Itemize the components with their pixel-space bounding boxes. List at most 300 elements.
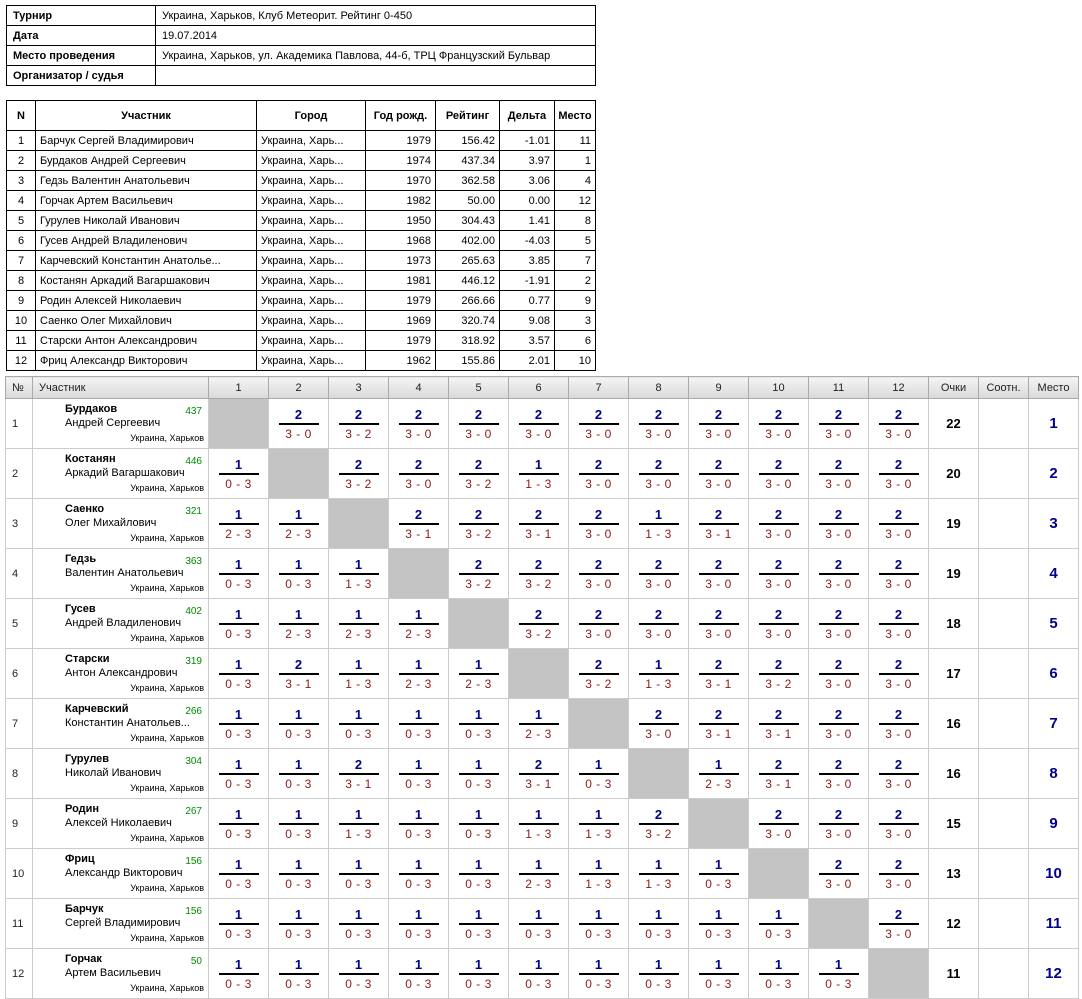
match-result [809, 949, 868, 998]
match-cell [509, 499, 569, 549]
participant-rating: 402.00 [436, 231, 500, 251]
match-result [689, 849, 748, 898]
total-points: 19 [929, 499, 979, 549]
match-result [449, 499, 508, 548]
match-cell [329, 749, 389, 799]
match-score: 0 - 3 [465, 876, 492, 891]
match-score: 3 - 0 [825, 626, 852, 641]
match-points: 2 [834, 556, 843, 572]
match-result [809, 399, 868, 448]
match-cell [329, 449, 389, 499]
participant-rating: 362.58 [436, 171, 500, 191]
match-points: 2 [594, 456, 603, 472]
match-points: 1 [714, 956, 723, 972]
result-divider [219, 673, 259, 675]
participant-delta: 0.00 [500, 191, 555, 211]
match-score: 3 - 0 [885, 826, 912, 841]
match-points: 2 [894, 556, 903, 572]
participant-city: Украина, Харь... [257, 151, 366, 171]
match-cell [809, 399, 869, 449]
match-score: 3 - 0 [705, 476, 732, 491]
participant-city: Украина, Харь... [257, 191, 366, 211]
match-result [449, 899, 508, 948]
participant-place: 2 [555, 271, 596, 291]
info-row [7, 26, 596, 46]
match-cell [809, 799, 869, 849]
player-rating: 319 [185, 656, 202, 667]
match-cell [269, 649, 329, 699]
participant-city: Украина, Харь... [257, 231, 366, 251]
match-result [209, 899, 268, 948]
player-rating: 363 [185, 556, 202, 567]
match-score: 3 - 0 [885, 576, 912, 591]
match-result [749, 499, 808, 548]
match-result [329, 549, 388, 598]
match-score: 3 - 0 [585, 476, 612, 491]
match-cell [569, 949, 629, 999]
match-cell [389, 599, 449, 649]
crosstable-row [6, 899, 1079, 949]
match-cell [329, 699, 389, 749]
result-divider [279, 623, 319, 625]
match-cell [869, 649, 929, 699]
match-result [209, 599, 268, 648]
participant-delta: -4.03 [500, 231, 555, 251]
match-points: 1 [474, 806, 483, 822]
result-divider [759, 423, 799, 425]
match-result [869, 499, 928, 548]
player-surname: Карчевский [65, 703, 129, 715]
participant-rating: 446.12 [436, 271, 500, 291]
match-result [209, 749, 268, 798]
crosstable-row [6, 649, 1079, 699]
match-points: 1 [714, 906, 723, 922]
match-points: 1 [234, 506, 243, 522]
player-cell [33, 499, 209, 549]
match-score: 3 - 0 [885, 676, 912, 691]
result-divider [759, 773, 799, 775]
match-points: 2 [534, 406, 543, 422]
match-points: 2 [894, 856, 903, 872]
diagonal-cell [569, 699, 629, 749]
result-divider [879, 773, 919, 775]
result-divider [339, 473, 379, 475]
result-divider [759, 623, 799, 625]
match-result [329, 699, 388, 748]
match-points: 1 [834, 956, 843, 972]
match-cell [209, 599, 269, 649]
match-result [329, 799, 388, 848]
match-cell [689, 899, 749, 949]
match-points: 2 [654, 556, 663, 572]
match-points: 2 [834, 606, 843, 622]
player-rating: 402 [185, 606, 202, 617]
match-score: 0 - 3 [285, 776, 312, 791]
result-divider [279, 523, 319, 525]
player-first-name: Валентин Анатольевич [65, 567, 184, 579]
total-points: 17 [929, 649, 979, 699]
match-score: 1 - 3 [525, 476, 552, 491]
match-result [449, 849, 508, 898]
match-result [809, 699, 868, 748]
player-first-name: Антон Александрович [65, 667, 178, 679]
player-city: Украина, Харьков [130, 783, 204, 793]
participant-delta: 3.85 [500, 251, 555, 271]
row-number: 12 [6, 949, 33, 999]
player-surname: Костанян [65, 453, 116, 465]
match-points: 1 [294, 806, 303, 822]
match-score: 0 - 3 [465, 926, 492, 941]
result-divider [519, 473, 559, 475]
result-divider [459, 773, 499, 775]
match-cell [869, 499, 929, 549]
match-score: 2 - 3 [345, 626, 372, 641]
match-score: 3 - 0 [645, 726, 672, 741]
match-points: 1 [654, 656, 663, 672]
match-result [749, 749, 808, 798]
match-score: 3 - 0 [885, 426, 912, 441]
match-result [389, 899, 448, 948]
crosstable-header-row [6, 377, 1079, 399]
match-points: 1 [414, 656, 423, 672]
participant-birth-year: 1974 [366, 151, 436, 171]
player-rating: 437 [185, 406, 202, 417]
match-result [569, 849, 628, 898]
participant-number: 5 [7, 211, 36, 231]
match-score: 3 - 1 [705, 726, 732, 741]
result-divider [519, 923, 559, 925]
match-points: 2 [594, 506, 603, 522]
match-result [629, 449, 688, 498]
match-result [689, 449, 748, 498]
match-result [269, 699, 328, 748]
ratio-cell [979, 399, 1029, 449]
crosstable-row [6, 699, 1079, 749]
result-divider [399, 623, 439, 625]
match-points: 2 [594, 606, 603, 622]
player-city: Украина, Харьков [130, 433, 204, 443]
match-result [569, 499, 628, 548]
ratio-cell [979, 899, 1029, 949]
result-divider [879, 623, 919, 625]
match-points: 1 [294, 606, 303, 622]
header-opponent-column: 7 [569, 377, 629, 399]
match-score: 3 - 0 [765, 626, 792, 641]
participant-city: Украина, Харь... [257, 251, 366, 271]
match-cell [809, 699, 869, 749]
match-score: 1 - 3 [585, 876, 612, 891]
header-opponent-column: 8 [629, 377, 689, 399]
result-divider [819, 973, 859, 975]
player-cell [33, 799, 209, 849]
match-score: 3 - 0 [585, 576, 612, 591]
match-points: 1 [354, 706, 363, 722]
match-score: 1 - 3 [345, 826, 372, 841]
match-result [329, 749, 388, 798]
row-number: 5 [6, 599, 33, 649]
participant-rating: 155.86 [436, 351, 500, 371]
participant-place: 3 [555, 311, 596, 331]
participant-number: 11 [7, 331, 36, 351]
header-opponent-column: 12 [869, 377, 929, 399]
participant-row [7, 151, 596, 171]
match-points: 2 [714, 406, 723, 422]
result-divider [339, 873, 379, 875]
participants-column-header: Город [257, 101, 366, 131]
row-number: 2 [6, 449, 33, 499]
match-cell [629, 899, 689, 949]
participant-birth-year: 1981 [366, 271, 436, 291]
match-result [569, 649, 628, 698]
match-score: 3 - 0 [525, 426, 552, 441]
participant-delta: 2.01 [500, 351, 555, 371]
result-divider [339, 923, 379, 925]
match-result [269, 949, 328, 998]
diagonal-cell [329, 499, 389, 549]
participant-place: 10 [555, 351, 596, 371]
result-divider [219, 773, 259, 775]
result-divider [219, 873, 259, 875]
header-opponent-column: 6 [509, 377, 569, 399]
match-score: 0 - 3 [645, 976, 672, 991]
info-key: Организатор / судья [7, 66, 156, 86]
result-divider [279, 973, 319, 975]
result-divider [699, 473, 739, 475]
participant-place: 5 [555, 231, 596, 251]
match-score: 3 - 2 [345, 426, 372, 441]
match-points: 2 [594, 656, 603, 672]
participant-place: 9 [555, 291, 596, 311]
participant-number: 6 [7, 231, 36, 251]
match-points: 1 [594, 856, 603, 872]
participant-rating: 437.34 [436, 151, 500, 171]
match-score: 3 - 1 [345, 776, 372, 791]
match-result [689, 549, 748, 598]
result-divider [699, 623, 739, 625]
match-score: 0 - 3 [225, 976, 252, 991]
match-cell [569, 599, 629, 649]
participant-birth-year: 1969 [366, 311, 436, 331]
match-points: 2 [654, 606, 663, 622]
match-result [509, 499, 568, 548]
participant-place: 1 [555, 151, 596, 171]
result-divider [519, 823, 559, 825]
match-cell [809, 599, 869, 649]
match-cell [629, 849, 689, 899]
result-divider [759, 523, 799, 525]
match-result [269, 399, 328, 448]
match-result [629, 649, 688, 698]
match-score: 0 - 3 [225, 476, 252, 491]
match-cell [869, 599, 929, 649]
result-divider [819, 873, 859, 875]
row-number: 10 [6, 849, 33, 899]
player-cell [33, 699, 209, 749]
match-score: 3 - 0 [705, 626, 732, 641]
crosstable-row [6, 449, 1079, 499]
participant-number: 9 [7, 291, 36, 311]
result-divider [339, 823, 379, 825]
total-points: 20 [929, 449, 979, 499]
result-divider [639, 423, 679, 425]
player-rating: 50 [190, 956, 202, 967]
match-points: 2 [654, 706, 663, 722]
result-divider [219, 473, 259, 475]
match-score: 0 - 3 [345, 726, 372, 741]
participant-number: 1 [7, 131, 36, 151]
match-cell [389, 649, 449, 699]
match-result [509, 849, 568, 898]
result-divider [819, 573, 859, 575]
participant-birth-year: 1970 [366, 171, 436, 191]
participant-delta: 9.08 [500, 311, 555, 331]
final-place: 9 [1029, 799, 1079, 849]
match-cell [389, 899, 449, 949]
result-divider [699, 523, 739, 525]
match-score: 3 - 0 [465, 426, 492, 441]
match-result [509, 699, 568, 748]
header-points: Очки [929, 377, 979, 399]
player-surname: Саенко [65, 503, 105, 515]
match-result [809, 449, 868, 498]
match-cell [389, 499, 449, 549]
match-result [689, 899, 748, 948]
participant-rating: 320.74 [436, 311, 500, 331]
match-result [389, 699, 448, 748]
player-city: Украина, Харьков [130, 683, 204, 693]
match-score: 2 - 3 [225, 526, 252, 541]
match-cell [209, 499, 269, 549]
match-score: 0 - 3 [345, 926, 372, 941]
match-score: 3 - 0 [765, 526, 792, 541]
match-score: 0 - 3 [465, 726, 492, 741]
result-divider [639, 723, 679, 725]
result-divider [699, 673, 739, 675]
row-number: 6 [6, 649, 33, 699]
match-result [629, 499, 688, 548]
match-points: 1 [294, 706, 303, 722]
match-score: 3 - 0 [885, 526, 912, 541]
total-points: 15 [929, 799, 979, 849]
match-cell [209, 749, 269, 799]
match-result [449, 399, 508, 448]
match-result [749, 899, 808, 948]
participant-number: 3 [7, 171, 36, 191]
participant-name: Фриц Александр Викторович [36, 351, 257, 371]
match-cell [749, 549, 809, 599]
tournament-info-table [6, 5, 596, 86]
match-score: 3 - 1 [765, 776, 792, 791]
match-points: 1 [234, 956, 243, 972]
match-points: 2 [894, 606, 903, 622]
match-cell [629, 399, 689, 449]
header-opponent-column: 3 [329, 377, 389, 399]
final-place: 10 [1029, 849, 1079, 899]
match-score: 0 - 3 [405, 726, 432, 741]
match-result [569, 749, 628, 798]
participant-place: 4 [555, 171, 596, 191]
match-points: 1 [234, 656, 243, 672]
player-cell [33, 899, 209, 949]
match-points: 2 [594, 556, 603, 572]
match-score: 2 - 3 [405, 676, 432, 691]
result-divider [879, 473, 919, 475]
player-cell [33, 849, 209, 899]
participant-rating: 156.42 [436, 131, 500, 151]
match-cell [449, 949, 509, 999]
match-result [269, 749, 328, 798]
match-cell [809, 499, 869, 549]
match-points: 2 [774, 506, 783, 522]
match-result [809, 549, 868, 598]
result-divider [519, 523, 559, 525]
result-divider [879, 423, 919, 425]
match-points: 2 [714, 456, 723, 472]
match-score: 0 - 3 [705, 926, 732, 941]
match-cell [329, 899, 389, 949]
participant-delta: 3.97 [500, 151, 555, 171]
match-points: 1 [474, 756, 483, 772]
result-divider [339, 673, 379, 675]
match-points: 1 [474, 906, 483, 922]
match-cell [209, 549, 269, 599]
match-score: 3 - 0 [825, 676, 852, 691]
info-value: 19.07.2014 [156, 26, 596, 46]
result-divider [459, 473, 499, 475]
match-result [209, 549, 268, 598]
total-points: 19 [929, 549, 979, 599]
diagonal-cell [749, 849, 809, 899]
info-key: Дата [7, 26, 156, 46]
match-cell [689, 599, 749, 649]
match-points: 1 [534, 706, 543, 722]
match-result [449, 549, 508, 598]
match-score: 3 - 2 [585, 676, 612, 691]
match-cell [389, 799, 449, 849]
match-points: 1 [714, 756, 723, 772]
match-score: 3 - 1 [285, 676, 312, 691]
match-points: 2 [654, 456, 663, 472]
match-cell [629, 549, 689, 599]
match-score: 3 - 0 [885, 926, 912, 941]
result-divider [759, 823, 799, 825]
match-cell [269, 749, 329, 799]
match-score: 3 - 1 [405, 526, 432, 541]
match-points: 1 [354, 656, 363, 672]
match-points: 2 [774, 656, 783, 672]
participant-birth-year: 1962 [366, 351, 436, 371]
player-surname: Горчак [65, 953, 102, 965]
player-rating: 156 [185, 856, 202, 867]
match-points: 2 [354, 756, 363, 772]
participant-row [7, 291, 596, 311]
match-points: 2 [714, 706, 723, 722]
match-cell [329, 599, 389, 649]
result-divider [459, 573, 499, 575]
info-value: Украина, Харьков, Клуб Метеорит. Рейтинг 0-450 [156, 6, 596, 26]
match-points: 1 [534, 856, 543, 872]
match-result [749, 599, 808, 648]
header-player: Участник [33, 377, 209, 399]
match-points: 2 [414, 506, 423, 522]
match-score: 3 - 2 [525, 626, 552, 641]
match-points: 1 [294, 856, 303, 872]
match-points: 1 [534, 456, 543, 472]
match-points: 2 [534, 506, 543, 522]
match-points: 1 [294, 556, 303, 572]
match-cell [689, 949, 749, 999]
participant-row [7, 131, 596, 151]
